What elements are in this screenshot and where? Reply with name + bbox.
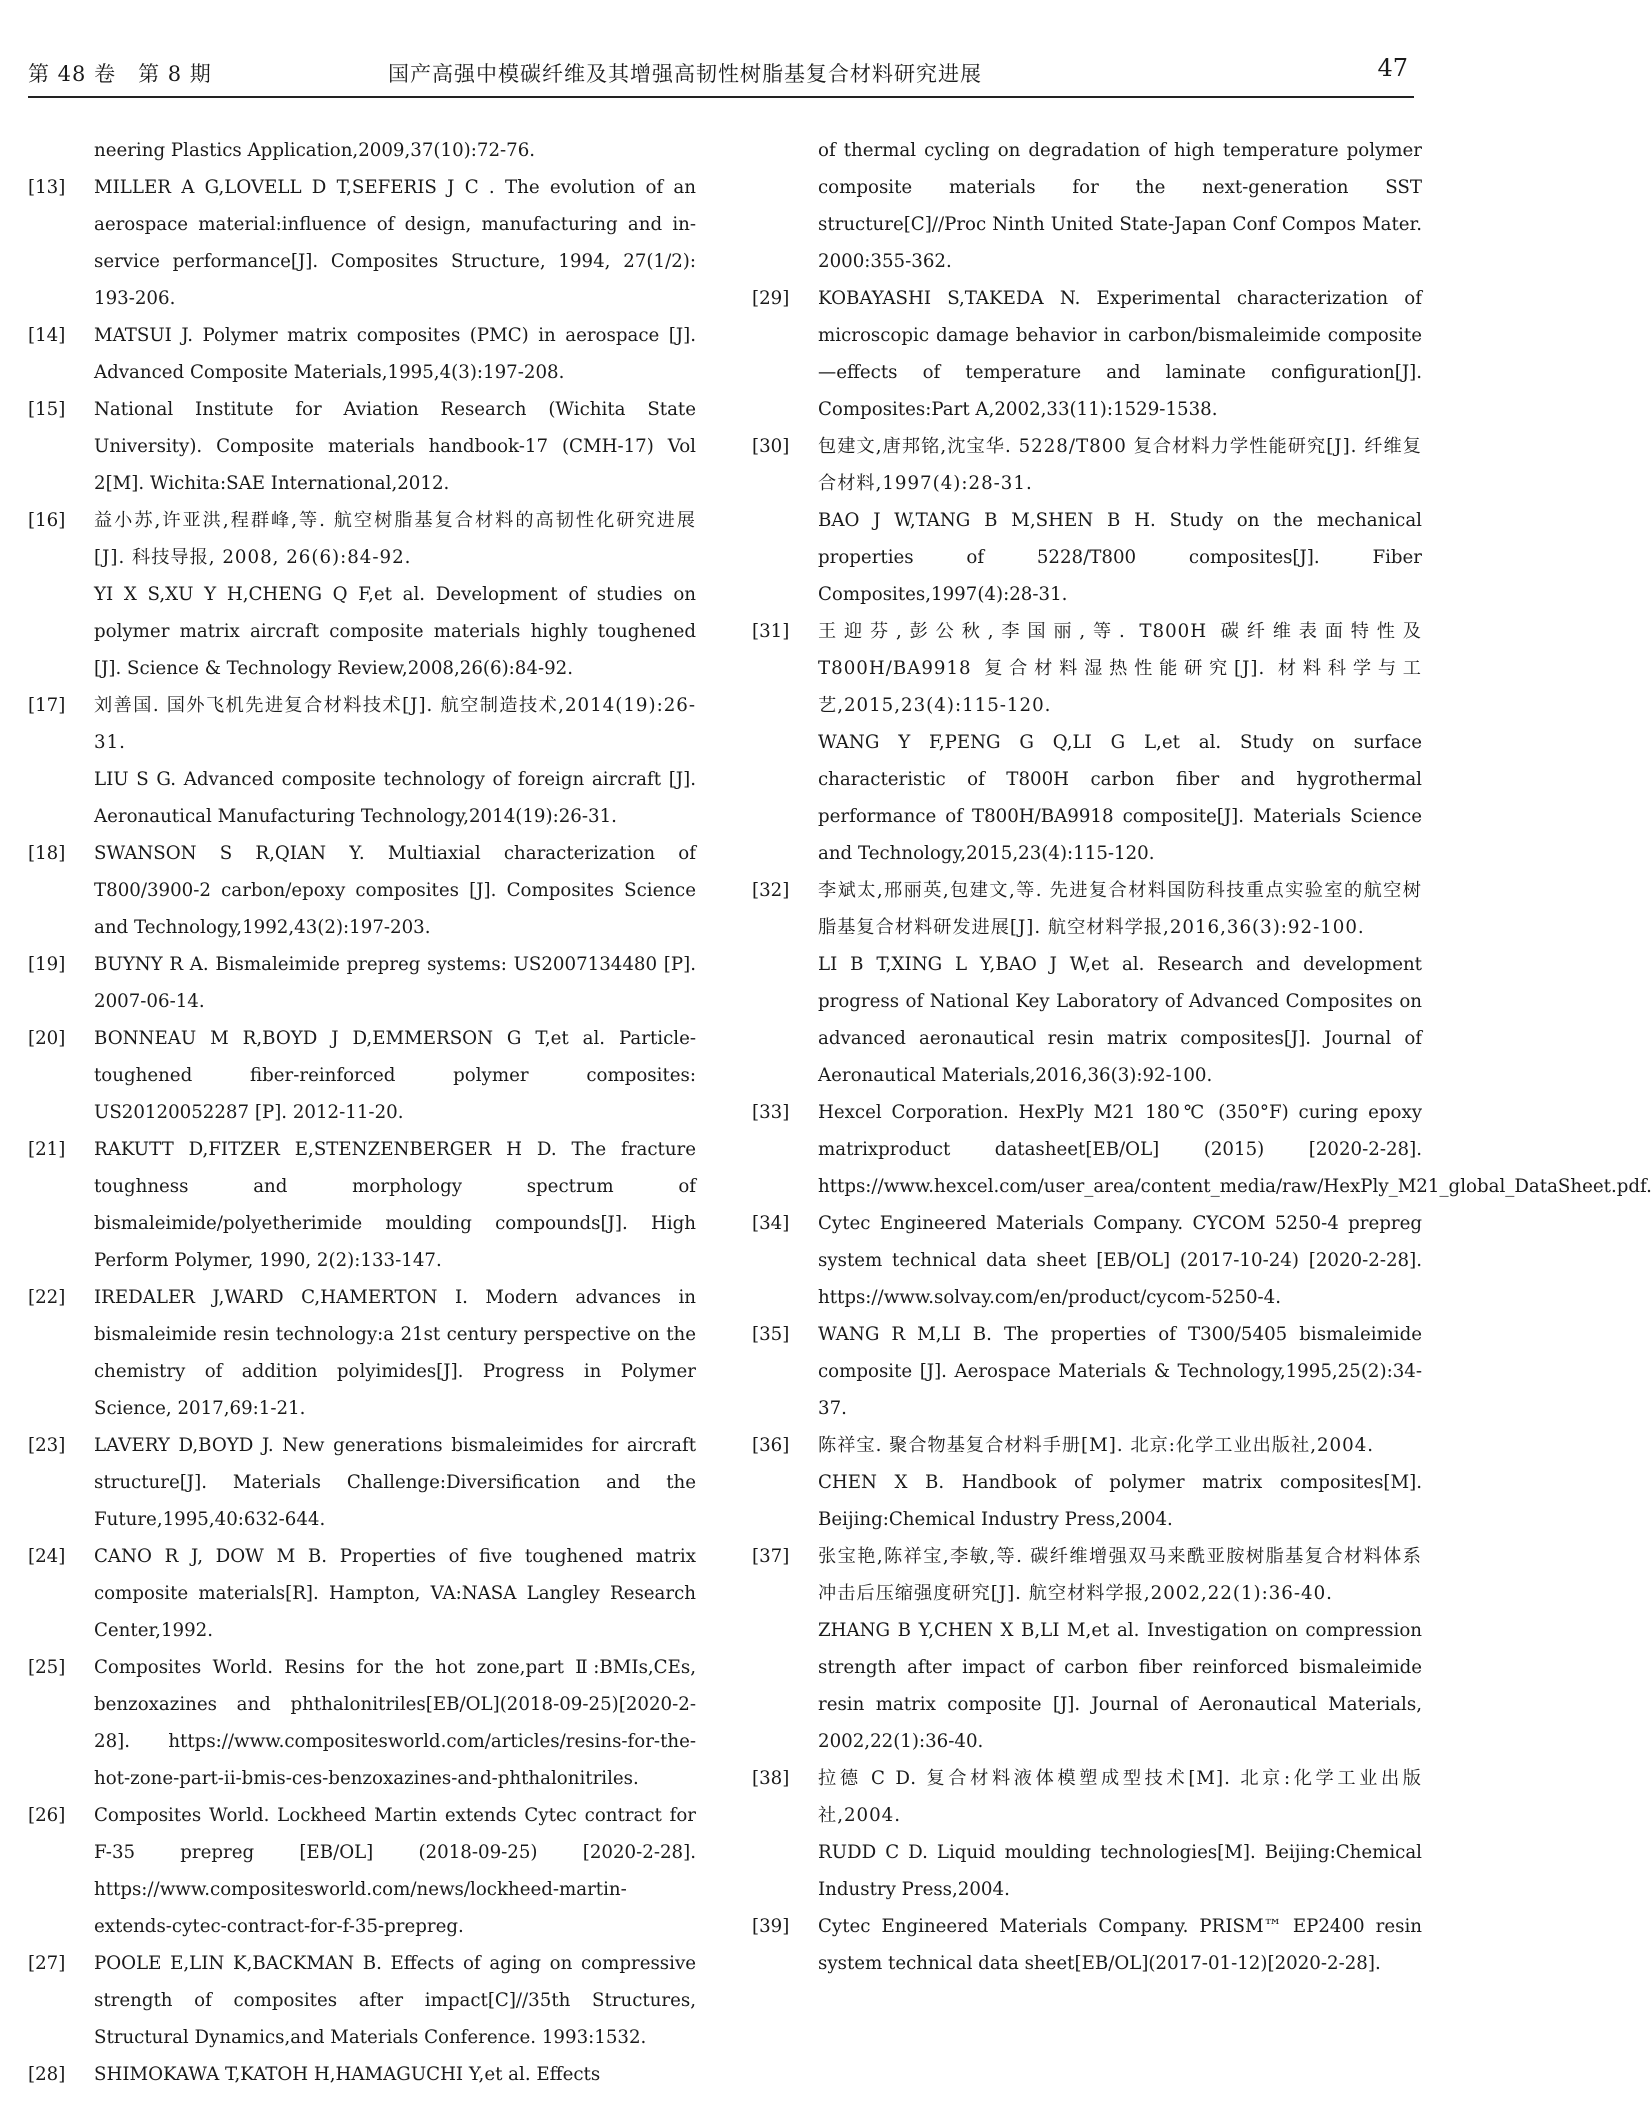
reference-continuation: neering Plastics Application,2009,37(10):72-76. [94, 140, 536, 161]
reference-text-chinese: 包建文,唐邦铭,沈宝华. 5228/T800 复合材料力学性能研究[J]. 纤维复合材料,1997(4):28-31. [818, 436, 1422, 494]
reference-text: BAO J W,TANG B M,SHEN B H. Study on the mechanical properties of 5228/T800 composites[J]. Fiber Composites,1997(4):28-31. [818, 510, 1422, 605]
reference-number: [24] [28, 1546, 66, 1567]
reference-item [28, 317, 696, 391]
reference-text: WANG R M,LI B. The properties of T300/5405 bismaleimide composite [J]. Aerospace Materials & Technology,1995,25(2):34-37. [818, 1324, 1422, 1419]
reference-text: LAVERY D,BOYD J. New generations bismaleimides for aircraft structure[J]. Materials Challenge:Diversification and the Future,1995,40:632-644. [94, 1435, 696, 1530]
reference-text: IREDALER J,WARD C,HAMERTON I. Modern advances in bismaleimide resin technology:a 21st century perspective on the chemistry of addition polyimides[J]. Progress in Polymer Science, 2017,69:1-21. [94, 1287, 696, 1419]
reference-item [28, 1538, 696, 1649]
reference-number: [27] [28, 1953, 66, 1974]
reference-item [28, 1427, 696, 1538]
reference-text: Cytec Engineered Materials Company. CYCOM 5250-4 prepreg system technical data sheet [EB/OL] (2017-10-24) [2020-2-28]. https://www.solvay.com/en/product/cycom-5250-4. [818, 1213, 1422, 1308]
reference-item [28, 1279, 696, 1427]
reference-number: [17] [28, 695, 66, 716]
reference-text-chinese: 益小苏,许亚洪,程群峰,等. 航空树脂基复合材料的高韧性化研究进展[J]. 科技导报, 2008, 26(6):84-92. [94, 510, 696, 568]
reference-item [28, 391, 696, 502]
reference-item [28, 1020, 696, 1131]
reference-number: [34] [752, 1213, 790, 1234]
reference-number: [28] [28, 2064, 66, 2085]
reference-text: BONNEAU M R,BOYD J D,EMMERSON G T,et al. Particle-toughened fiber-reinforced polymer composites: US20120052287 [P]. 2012-11-20. [94, 1028, 696, 1123]
reference-item [752, 1538, 1422, 1760]
reference-text: SHIMOKAWA T,KATOH H,HAMAGUCHI Y,et al. Effects [94, 2064, 601, 2085]
reference-item [752, 1094, 1652, 1205]
reference-text: POOLE E,LIN K,BACKMAN B. Effects of aging on compressive strength of composites after impact[C]//35th Structures, Structural Dynamics,and Materials Conference. 1993:1532. [94, 1953, 696, 2048]
reference-text: Composites World. Lockheed Martin extends Cytec contract for F-35 prepreg [EB/OL] (2018-09-25) [2020-2-28]. https://www.compositesworld.com/news/lockheed-martin-extends-cytec-contract-for-f-35-prepreg. [94, 1805, 696, 1937]
reference-text: RAKUTT D,FITZER E,STENZENBERGER H D. The fracture toughness and morphology spectrum of bismaleimide/polyetherimide moulding compounds[J]. High Perform Polymer, 1990, 2(2):133-147. [94, 1139, 696, 1271]
reference-text: Composites World. Resins for the hot zone,part Ⅱ:BMIs,CEs, benzoxazines and phthalonitriles[EB/OL](2018-09-25)[2020-2-28]. https://www.compositesworld.com/articles/resins-for-the-hot-zone-part-ii-bmis-ces-benzoxazines-and-phthalonitriles. [94, 1657, 696, 1789]
reference-text: YI X S,XU Y H,CHENG Q F,et al. Development of studies on polymer matrix aircraft composite materials highly toughened [J]. Science & Technology Review,2008,26(6):84-92. [94, 584, 696, 679]
reference-text-chinese: 王迎芬,彭公秋,李国丽,等. T800H 碳纤维表面特性及 T800H/BA9918 复合材料湿热性能研究[J]. 材料科学与工艺,2015,23(4):115-120. [818, 621, 1422, 716]
page-header [28, 54, 1414, 98]
reference-number: [15] [28, 399, 66, 420]
reference-item [752, 1316, 1422, 1427]
reference-text: LI B T,XING L Y,BAO J W,et al. Research and development progress of National Key Laboratory of Advanced Composites on advanced aeronautical resin matrix composites[J]. Journal of Aeronautical Materials,2016,36(3):92-100. [818, 954, 1422, 1086]
reference-item [28, 946, 696, 1020]
reference-number: [39] [752, 1916, 790, 1937]
reference-number: [14] [28, 325, 66, 346]
reference-text: CHEN X B. Handbook of polymer matrix composites[M]. Beijing:Chemical Industry Press,2004. [818, 1472, 1422, 1530]
reference-number: [21] [28, 1139, 66, 1160]
reference-item [752, 280, 1422, 428]
reference-item [28, 1797, 696, 1945]
reference-item [28, 835, 696, 946]
reference-number: [19] [28, 954, 66, 975]
reference-text: National Institute for Aviation Research (Wichita State University). Composite materials handbook-17 (CMH-17) Vol 2[M]. Wichita:SAE International,2012. [94, 399, 696, 494]
reference-number: [36] [752, 1435, 790, 1456]
reference-item [28, 687, 696, 835]
reference-text: CANO R J, DOW M B. Properties of five toughened matrix composite materials[R]. Hampton, VA:NASA Langley Research Center,1992. [94, 1546, 696, 1641]
reference-number: [13] [28, 177, 66, 198]
reference-number: [23] [28, 1435, 66, 1456]
reference-number: [37] [752, 1546, 790, 1567]
reference-number: [26] [28, 1805, 66, 1826]
reference-number: [22] [28, 1287, 66, 1308]
reference-number: [20] [28, 1028, 66, 1049]
reference-item [28, 1649, 696, 1797]
reference-text-chinese: 刘善国. 国外飞机先进复合材料技术[J]. 航空制造技术,2014(19):26-31. [94, 695, 696, 753]
reference-text: ZHANG B Y,CHEN X B,LI M,et al. Investigation on compression strength after impact of carbon fiber reinforced bismaleimide resin matrix composite [J]. Journal of Aeronautical Materials, 2002,22(1):36-40. [818, 1620, 1422, 1752]
reference-number: [16] [28, 510, 66, 531]
reference-item [752, 428, 1422, 613]
reference-item [28, 1945, 696, 2056]
reference-number: [29] [752, 288, 790, 309]
reference-text: LIU S G. Advanced composite technology of foreign aircraft [J]. Aeronautical Manufacturing Technology,2014(19):26-31. [94, 769, 696, 827]
reference-text: BUYNY R A. Bismaleimide prepreg systems: US2007134480 [P]. 2007-06-14. [94, 954, 696, 1012]
reference-number: [33] [752, 1102, 790, 1123]
reference-item [752, 1205, 1422, 1316]
reference-number: [25] [28, 1657, 66, 1678]
reference-item [752, 1427, 1422, 1538]
reference-number: [18] [28, 843, 66, 864]
volume-issue: 第 48 卷 第 8 期 [28, 62, 212, 86]
reference-continuation: of thermal cycling on degradation of high temperature polymer composite materials for the next-generation SST structure[C]//Proc Ninth United State-Japan Conf Compos Mater. 2000:355-362. [818, 140, 1422, 272]
reference-text-chinese: 陈祥宝. 聚合物基复合材料手册[M]. 北京:化学工业出版社,2004. [818, 1435, 1375, 1456]
reference-number: [32] [752, 880, 790, 901]
running-title: 国产高强中模碳纤维及其增强高韧性树脂基复合材料研究进展 [388, 62, 982, 86]
reference-text-chinese: 拉德 C D. 复合材料液体模塑成型技术[M]. 北京:化学工业出版社,2004. [818, 1768, 1422, 1826]
reference-text-chinese: 张宝艳,陈祥宝,李敏,等. 碳纤维增强双马来酰亚胺树脂基复合材料体系冲击后压缩强度研究[J]. 航空材料学报,2002,22(1):36-40. [818, 1546, 1422, 1604]
reference-item [752, 613, 1422, 872]
reference-item [752, 872, 1422, 1094]
reference-text: Hexcel Corporation. HexPly M21 180℃ (350°F) curing epoxy matrixproduct datasheet[EB/OL] (2015) [2020-2-28]. https://www.hexcel.com/user_area/content_media/raw/HexPly_M21_global_DataSheet.pdf. [818, 1102, 1652, 1197]
left-reference-column [28, 132, 696, 2093]
reference-item [752, 1760, 1422, 1908]
reference-number: [35] [752, 1324, 790, 1345]
reference-item [28, 2056, 696, 2093]
reference-text: Cytec Engineered Materials Company. PRISM™ EP2400 resin system technical data sheet[EB/OL](2017-01-12)[2020-2-28]. [818, 1916, 1422, 1974]
reference-text: WANG Y F,PENG G Q,LI G L,et al. Study on surface characteristic of T800H carbon fiber and hygrothermal performance of T800H/BA9918 composite[J]. Materials Science and Technology,2015,23(4):115-120. [818, 732, 1422, 864]
reference-item [752, 1908, 1422, 1982]
reference-number: [38] [752, 1768, 790, 1789]
reference-text: SWANSON S R,QIAN Y. Multiaxial characterization of T800/3900-2 carbon/epoxy composites [J]. Composites Science and Technology,1992,43(2):197-203. [94, 843, 696, 938]
reference-text: KOBAYASHI S,TAKEDA N. Experimental characterization of microscopic damage behavior in carbon/bismaleimide composite—effects of temperature and laminate configuration[J]. Composites:Part A,2002,33(11):1529-1538. [818, 288, 1422, 420]
reference-item [28, 502, 696, 687]
reference-item [28, 1131, 696, 1279]
page-number: 47 [1377, 54, 1408, 82]
right-reference-column [752, 132, 1652, 1982]
reference-item [28, 169, 696, 317]
reference-text: RUDD C D. Liquid moulding technologies[M]. Beijing:Chemical Industry Press,2004. [818, 1842, 1422, 1900]
reference-text: MATSUI J. Polymer matrix composites (PMC) in aerospace [J]. Advanced Composite Materials,1995,4(3):197-208. [94, 325, 696, 383]
reference-number: [31] [752, 621, 790, 642]
reference-text: MILLER A G,LOVELL D T,SEFERIS J C . The evolution of an aerospace material:influence of design, manufacturing and in-service performance[J]. Composites Structure, 1994, 27(1/2): 193-206. [94, 177, 696, 309]
reference-number: [30] [752, 436, 790, 457]
reference-text-chinese: 李斌太,邢丽英,包建文,等. 先进复合材料国防科技重点实验室的航空树脂基复合材料研发进展[J]. 航空材料学报,2016,36(3):92-100. [818, 880, 1422, 938]
